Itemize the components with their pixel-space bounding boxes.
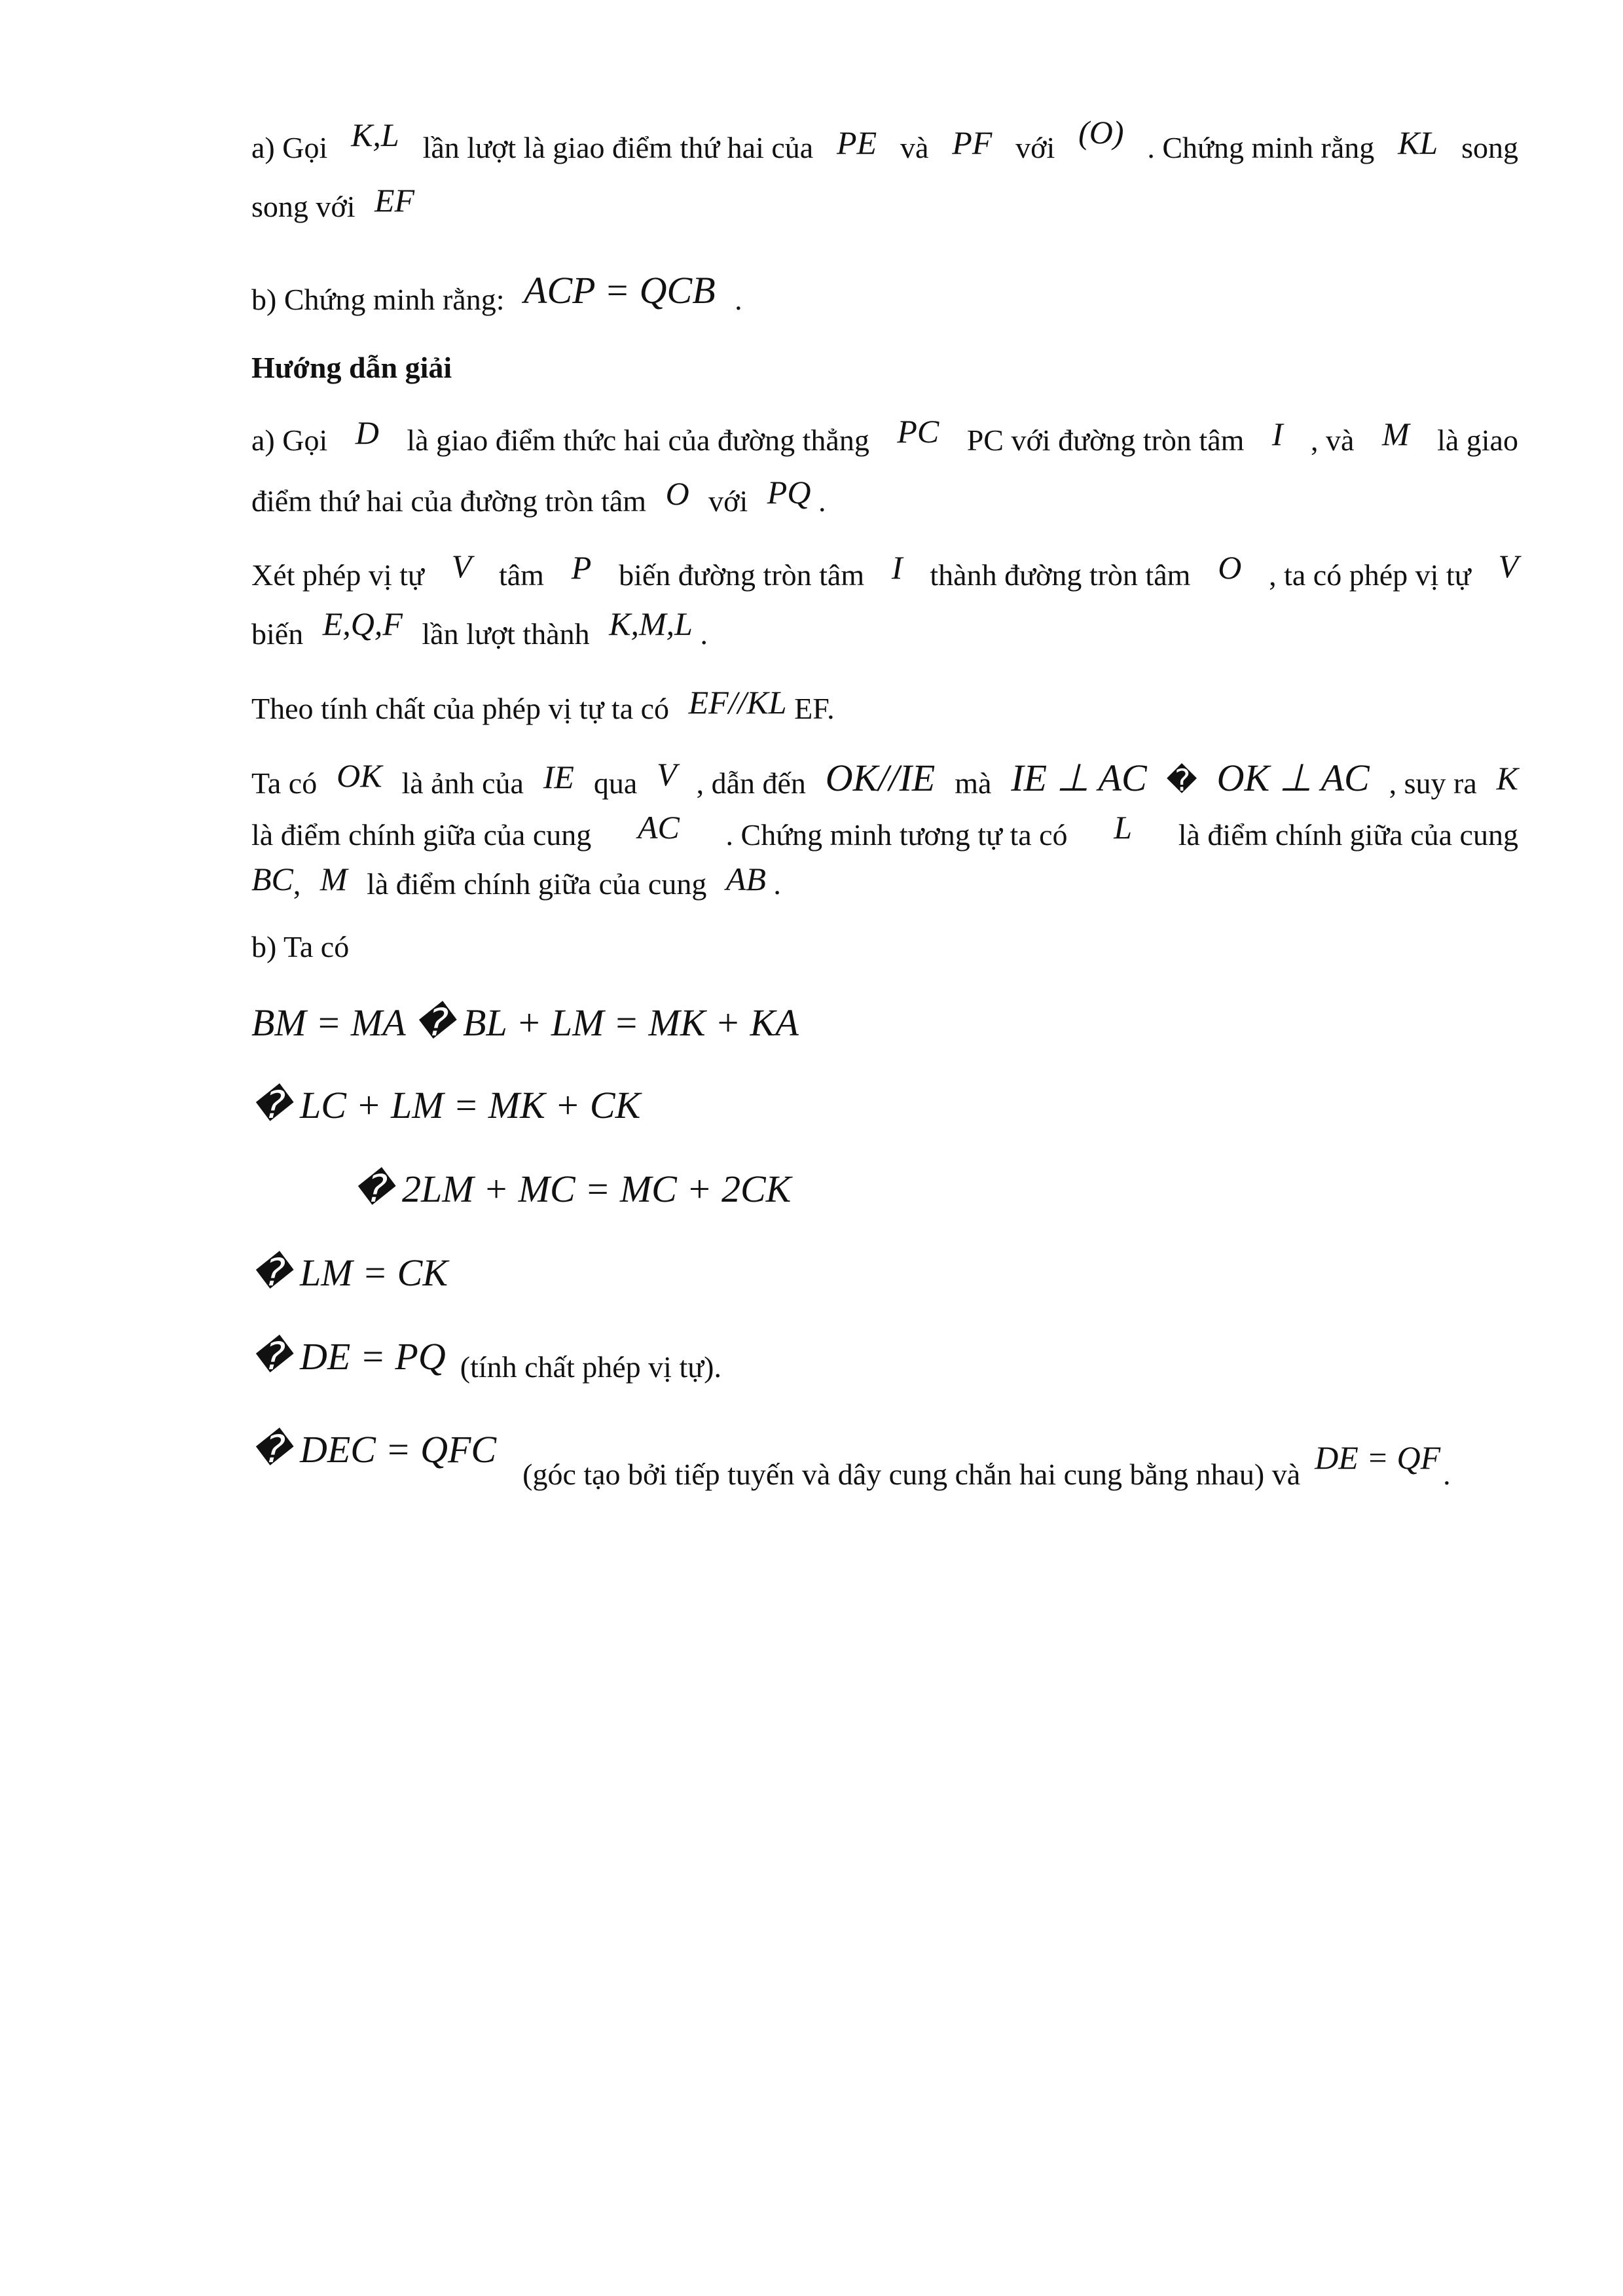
math-M: M [1381,416,1410,452]
math-KL-points: K,L [351,117,399,153]
sol-a-p4-line-3 [251,861,1518,902]
text: là ảnh của [401,766,524,800]
math-V: V [1498,548,1518,584]
text: là điểm chính giữa của cung [367,867,707,901]
math-M: M [319,861,348,897]
text: . [818,484,826,518]
text: , dẫn đến [696,766,806,800]
text: , và [1311,423,1355,457]
part-a-prompt-line-1 [251,114,1518,166]
math-angle-equality: ACP = QCB [524,269,716,312]
text: lần lượt thành [422,617,590,651]
text: . Chứng minh rằng [1147,131,1375,164]
sol-b-eq-5 [251,1334,1518,1384]
sol-a-line-1 [251,413,1518,458]
sol-b-intro: b) Ta có [251,930,350,963]
math-I: I [891,549,903,586]
text: song với [251,190,356,223]
math-EQF: E,Q,F [322,605,403,642]
math-AC: AC [637,809,680,846]
text: tâm [498,558,544,592]
math-DE-eq-QF: DE = QF [1315,1439,1441,1476]
text: a) Gọi [251,131,328,164]
sol-b-eq-3: � 2LM + MC = MC + 2CK [354,1168,792,1210]
math-IE-perp-AC: IE ⊥ AC [1011,757,1147,799]
text: . [700,617,708,651]
text: (góc tạo bởi tiếp tuyến và dây cung chắn hai cung bằng nhau) và [522,1458,1301,1491]
math-IE: IE [543,759,574,795]
text: mà [955,766,992,800]
sol-b-eq-1: BM = MA � BL + LM = MK + KA [251,1001,799,1044]
math-I: I [1271,416,1283,452]
text: và [900,131,929,164]
solution-heading: Hướng dẫn giải [251,351,452,384]
math-L: L [1114,809,1133,846]
text: là điểm chính giữa của cung [251,818,592,852]
text: là giao [1437,423,1518,457]
text: , ta có phép vị tự [1269,558,1471,592]
math-PQ: PQ [767,474,811,511]
math-PC: PC [897,413,939,450]
text: Xét phép vị tự [251,558,424,592]
sol-a-p4-line-1 [251,758,1518,802]
math-OK: OK [337,757,382,794]
sol-b-eq-4: � LM = CK [251,1251,448,1294]
math-KL: KL [1398,124,1438,161]
math-DE-eq-PQ: � DE = PQ [251,1335,446,1378]
text: PC với đường tròn tâm [966,423,1245,457]
text: . [773,867,781,901]
text: là điểm chính giữa của cung [1178,818,1518,852]
math-O: O [665,475,689,512]
sol-a-p4-line-2 [251,809,1518,853]
math-circle-O: (O) [1078,114,1124,151]
math-P: P [571,549,592,586]
text: , suy ra [1389,766,1477,800]
text: song [1461,131,1518,164]
sol-b-eq-6 [251,1427,1518,1491]
math-OK-perp-AC: OK ⊥ AC [1216,757,1370,799]
math-V: V [451,548,472,584]
math-O: O [1218,549,1242,586]
math-DEC-eq-QFC: � DEC = QFC [251,1428,497,1471]
math-PE: PE [837,124,877,161]
math-BC: BC [251,861,293,897]
sol-a-p2-line-1 [251,548,1518,593]
text: , [293,867,301,901]
text: EF. [794,692,835,725]
math-K: K [1496,760,1518,797]
implies-glyph: � [1166,762,1197,798]
text: qua [593,766,638,800]
text: . [1443,1458,1451,1491]
part-a-prompt-line-2 [251,182,1518,224]
sol-b-eq-2: � LC + LM = MK + CK [251,1084,641,1126]
sol-a-p3 [251,684,1518,726]
text: . Chứng minh tương tự ta có [725,818,1068,852]
text: với [1015,131,1055,164]
text: thành đường tròn tâm [930,558,1191,592]
text: b) Chứng minh rằng: [251,283,505,316]
math-V: V [657,756,677,793]
text: Theo tính chất của phép vị tự ta có [251,692,670,725]
math-KML: K,M,L [609,605,693,642]
text: . [735,283,742,316]
math-OK-parallel-IE: OK//IE [825,757,936,799]
sol-a-line-2 [251,474,1518,519]
text: biến [251,617,304,651]
math-PF: PF [952,124,993,161]
text: biến đường tròn tâm [619,558,865,592]
math-EF: EF [374,182,415,219]
text: điểm thứ hai của đường tròn tâm [251,484,647,518]
math-D: D [355,414,379,451]
math-EF-parallel-KL: EF//KL [688,684,787,721]
sol-a-p2-line-2 [251,605,1518,652]
math-AB: AB [725,861,766,897]
text: (tính chất phép vị tự). [460,1350,721,1384]
part-b-prompt [251,269,1518,319]
text: là giao điểm thức hai của đường thẳng [407,423,869,457]
text: a) Gọi [251,423,328,457]
text: lần lượt là giao điểm thứ hai của [422,131,814,164]
text: với [708,484,748,518]
text: Ta có [251,766,318,800]
